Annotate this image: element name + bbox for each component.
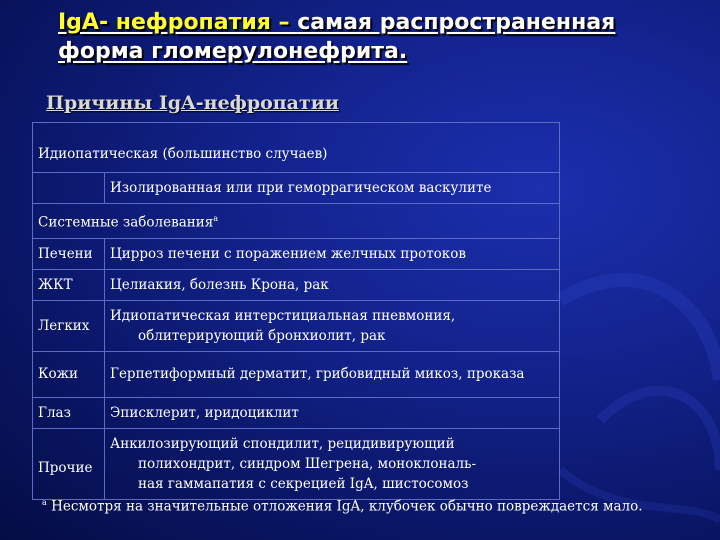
footnote-mark: a xyxy=(42,498,47,507)
organ-cell: Глаз xyxy=(33,397,105,428)
table-cell-empty xyxy=(33,173,105,204)
table-cell-systemic xyxy=(33,204,560,239)
cause-cell: Цирроз печени с поражением желчных протоков xyxy=(105,238,560,269)
organ-cell: Кожи xyxy=(33,351,105,397)
table-row xyxy=(33,173,560,204)
causes-table xyxy=(32,122,560,500)
title-highlight: IgA- нефропатия – xyxy=(58,10,298,35)
title-main: самая распространенная форма гломерулонефрита. xyxy=(58,10,616,64)
organ-cell: Печени xyxy=(33,238,105,269)
table-row xyxy=(33,204,560,239)
table-row xyxy=(33,300,560,351)
cause-line: облитерирующий бронхиолит, рак xyxy=(138,327,386,344)
table-row xyxy=(33,123,560,173)
table-row xyxy=(33,397,560,428)
table-cell-isolated: Изолированная или при геморрагическом васкулите xyxy=(105,173,560,204)
cause-cell: Целиакия, болезнь Крона, рак xyxy=(105,269,560,300)
cause-line: ная гаммапатия с секрецией IgA, шистосомоз xyxy=(138,475,469,492)
cause-cell: Герпетиформный дерматит, грибовидный микоз, проказа xyxy=(105,351,560,397)
table-cell-idiopathic: Идиопатическая (большинство случаев) xyxy=(33,123,560,173)
cause-line: полихондрит, синдром Шегрена, моноклональ- xyxy=(138,455,477,472)
cause-line: Анкилозирующий спондилит, рецидивирующий xyxy=(110,435,455,452)
table-row xyxy=(33,351,560,397)
organ-cell: Легких xyxy=(33,300,105,351)
table-heading: Причины IgA-нефропатии xyxy=(46,92,339,114)
organ-cell: ЖКТ xyxy=(33,269,105,300)
cause-cell xyxy=(105,428,560,499)
organ-cell: Прочие xyxy=(33,428,105,499)
slide-title xyxy=(58,8,678,66)
cause-line: Идиопатическая интерстициальная пневмония, xyxy=(110,307,456,324)
footnote xyxy=(42,498,643,515)
cause-cell xyxy=(105,300,560,351)
footnote-text: Несмотря на значительные отложения IgA, клубочек обычно повреждается мало. xyxy=(51,498,643,515)
footnote-mark: a xyxy=(213,214,219,223)
systemic-label: Системные заболевания xyxy=(38,214,214,231)
table-row xyxy=(33,428,560,499)
table-row xyxy=(33,238,560,269)
table-row xyxy=(33,269,560,300)
cause-cell: Эписклерит, иридоциклит xyxy=(105,397,560,428)
